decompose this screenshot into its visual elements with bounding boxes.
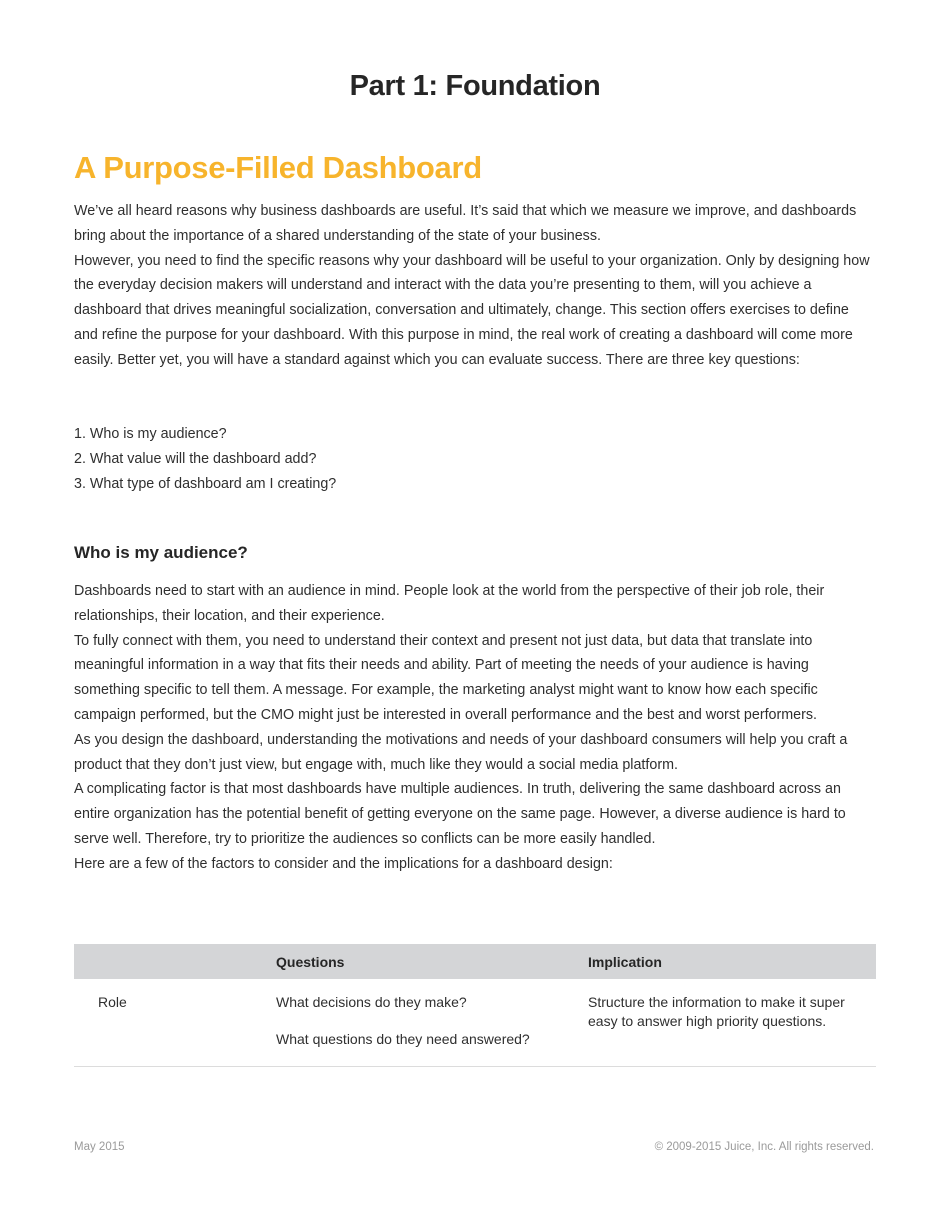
factor-cell: Role (74, 979, 276, 1067)
section-title: A Purpose-Filled Dashboard (74, 150, 482, 185)
list-item: 3. What type of dashboard am I creating? (74, 475, 337, 492)
intro-paragraph: However, you need to find the specific reasons why your dashboard will be useful to your organization. Only by designing how the everyday decision makers will understand and interact with the data you’re presenting to them, will you achieve a dashboard that drives meaningful socialization, conversation and ultimately, change. This section offers exercises to define and refine the purpose for your dashboard. With this purpose in mind, the real work of creating a dashboard will come more easily. Better yet, you will have a standard against which you can evaluate success. There are three key questions: (74, 252, 870, 368)
questions-cell (276, 979, 588, 1067)
factors-table (74, 944, 876, 1067)
list-item: 1. Who is my audience? (74, 426, 227, 442)
factor-column-header (74, 944, 276, 979)
audience-heading: Who is my audience? (74, 543, 248, 562)
page-title: Part 1: Foundation (349, 70, 601, 102)
audience-paragraph: As you design the dashboard, understanding the motivations and needs of your dashboard consumers will help you craft a product that they don’t just view, but engage with, much like they would a social media platform. (74, 731, 848, 773)
intro-text (74, 199, 874, 373)
footer-date: May 2015 (74, 1141, 125, 1153)
implication-column-header: Implication (588, 944, 876, 979)
questions-column-header: Questions (276, 944, 588, 979)
audience-paragraph: Here are a few of the factors to consider and the implications for a dashboard design: (74, 855, 613, 872)
key-questions-list (74, 422, 874, 496)
implication-cell: Structure the information to make it super easy to answer high priority questions. (588, 979, 876, 1067)
audience-text (74, 579, 874, 877)
list-item: 2. What value will the dashboard add? (74, 450, 317, 467)
question-item: What questions do they need answered? (276, 1030, 530, 1047)
audience-paragraph: To fully connect with them, you need to understand their context and present not just data, but data that translate into meaningful information in a way that fits their needs and ability. Part of meeting the needs of your audience is having something specific to tell them. A message. For example, the marketing analyst might want to know how each specific campaign performed, but the CMO might just be interested in overall performance and the best and worst performers. (74, 632, 818, 723)
audience-paragraph: Dashboards need to start with an audience in mind. People look at the world from the perspective of their job role, their relationships, their location, and their experience. (74, 583, 825, 624)
question-item: What decisions do they make? (276, 994, 467, 1010)
audience-paragraph: A complicating factor is that most dashboards have multiple audiences. In truth, delivering the same dashboard across an entire organization has the potential benefit of getting everyone on the same page. However, a diverse audience is hard to serve well. Therefore, try to prioritize the audiences so conflicts can be more easily handled. (74, 781, 846, 847)
table-header-row (74, 944, 876, 979)
table-row (74, 979, 876, 1067)
intro-paragraph: We’ve all heard reasons why business dashboards are useful. It’s said that which we measure we improve, and dashboards bring about the importance of a shared understanding of the state of your business. (74, 203, 857, 244)
footer-copyright: © 2009-2015 Juice, Inc. All rights reserved. (654, 1141, 874, 1153)
